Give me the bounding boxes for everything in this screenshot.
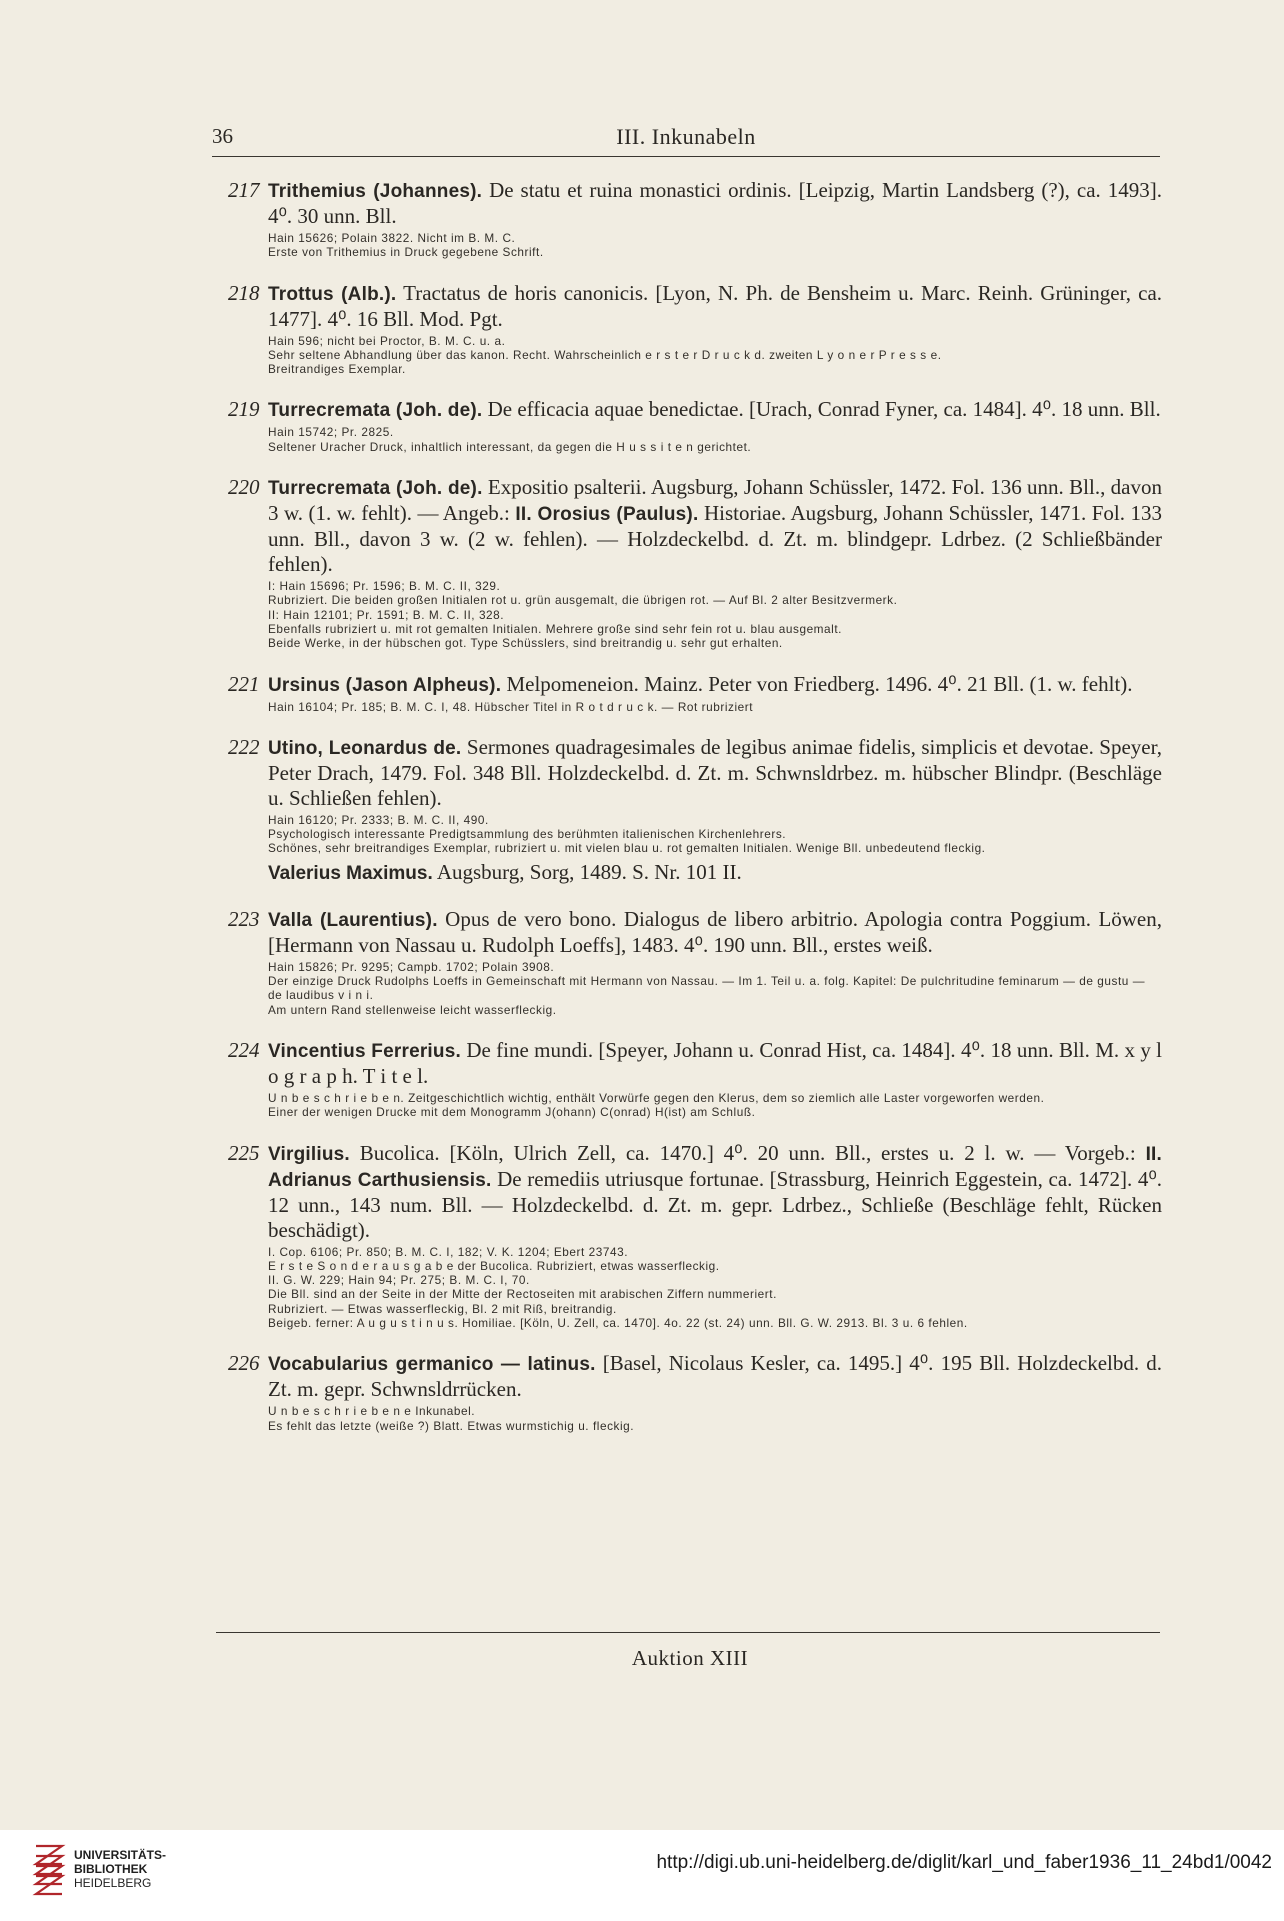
entry-second-author: II. Adrianus Carthusiensis. [268, 1143, 1163, 1191]
entry-note: Hain 15626; Polain 3822. Nicht im B. M. C. [268, 231, 516, 245]
entry-note: Hain 15742; Pr. 2825. [268, 425, 394, 440]
entry-note: Am untern Rand stellenweise leicht wasserfleckig. [268, 1002, 557, 1017]
entry-note: Hain 596; nicht bei Proctor, B. M. C. u. a. [268, 333, 506, 348]
entry-text: Tractatus de horis canonicis. [Lyon, N. Ph. de Bensheim u. Marc. Reinh. Grüninger, ca. 1477]. 4⁰. 16 Bll. Mod. Pgt. [268, 280, 1163, 331]
entry-second-text: De remediis utriusque fortunae. [Strassburg, Heinrich Eggestein, ca. 1472]. 4⁰. 12 unn., 143 num. Bll. — Holzdeckelbd. d. Zt. m. gepr. Ldrbez., Schließe (Beschläge fehlt, Rücken beschädigt). [268, 1166, 1163, 1242]
catalog-entry [212, 907, 1162, 1017]
entry-number: 223 [228, 906, 260, 931]
entry-notes [268, 1404, 1162, 1433]
library-name [74, 1848, 166, 1890]
entry-number: 218 [228, 280, 260, 305]
entry-note: Schönes, sehr breitrandiges Exemplar, rubriziert u. mit vielen blau u. rot gemalten Initialen. Wenige Bll. unbedeutend fleckig. [268, 841, 986, 856]
catalog-entry [212, 397, 1162, 454]
entry-note: Rubriziert. — Etwas wasserfleckig, Bl. 2 mit Riß, breitrandig. [268, 1301, 617, 1316]
entry-number: 226 [228, 1351, 260, 1376]
entry-notes [268, 579, 1162, 650]
library-name-line: BIBLIOTHEK [74, 1862, 148, 1876]
entry-notes [268, 425, 1162, 454]
digitization-footer [0, 1830, 1284, 1921]
entry-note: E r s t e S o n d e r a u s g a b e der Bucolica. Rubriziert, etwas wasserfleckig. [268, 1258, 720, 1273]
entry-note: Beide Werke, in der hübschen got. Type Schüsslers, sind breitrandig u. sehr gut erhalten. [268, 636, 783, 651]
entry-second-text: Historiae. Augsburg, Johann Schüssler, 1471. Fol. 133 unn. Bll., davon 3 w. (2 w. fehlen). — Holzdeckelbd. d. Zt. m. blindgepr. Ldrbez. (2 Schließbänder fehlen). [268, 501, 1162, 577]
catalog-entries [212, 178, 1162, 1454]
entry-notes [268, 813, 1162, 856]
entry-description [268, 1038, 1162, 1089]
entry-note: Hain 16104; Pr. 185; B. M. C. I, 48. Hübscher Titel in R o t d r u c k. — Rot rubriziert [268, 699, 754, 714]
entry-note: I. Cop. 6106; Pr. 850; B. M. C. I, 182; V. K. 1204; Ebert 23743. [268, 1244, 629, 1259]
entry-note: I: Hain 15696; Pr. 1596; B. M. C. II, 329. [268, 579, 501, 594]
entry-text: De fine mundi. [Speyer, Johann u. Conrad Hist, ca. 1484]. 4⁰. 18 unn. Bll. M. x y l o g r a p h. T i t e l. [268, 1037, 1163, 1088]
entry-note: Beigeb. ferner: A u g u s t i n u s. Homiliae. [Köln, U. Zell, ca. 1470]. 4o. 22 (st. 24) unn. Bll. G. W. 2913. Bl. 3 u. 6 fehlen. [268, 1316, 968, 1331]
running-head [212, 124, 1160, 154]
entry-author: Valla (Laurentius). [268, 909, 438, 931]
auction-footer: Auktion XIII [631, 1646, 749, 1670]
logo-strokes [36, 1846, 62, 1894]
section-title: III. Inkunabeln [616, 124, 756, 149]
entry-note: Sehr seltene Abhandlung über das kanon. Recht. Wahrscheinlich e r s t e r D r u c k d. zweiten L y o n e r P r e s s e. [268, 347, 942, 362]
entry-note: Hain 15826; Pr. 9295; Campb. 1702; Polain 3908. [268, 959, 555, 974]
entry-description [268, 281, 1162, 332]
entry-note: Psychologisch interessante Predigtsammlung des berühmten italienischen Kirchenlehrers. [268, 827, 787, 842]
entry-number: 224 [228, 1037, 260, 1062]
entry-author: Turrecremata (Joh. de). [268, 478, 483, 500]
entry-author: Ursinus (Jason Alpheus). [268, 674, 502, 696]
entry-text: De efficacia aquae benedictae. [Urach, Conrad Fyner, ca. 1484]. 4⁰. 18 unn. Bll. [487, 397, 1161, 422]
catalog-entry [212, 1351, 1162, 1433]
entry-note: II: Hain 12101; Pr. 1591; B. M. C. II, 328. [268, 607, 505, 622]
entry-description [268, 1141, 1162, 1243]
library-name-line: HEIDELBERG [74, 1876, 152, 1890]
catalog-entry [212, 281, 1162, 377]
entry-note: Rubriziert. Die beiden großen Initialen rot u. grün ausgemalt, die übrigen rot. — Auf Bl. 2 alter Besitzvermerk. [268, 593, 898, 608]
entry-note: U n b e s c h r i e b e n. Zeitgeschichtlich wichtig, enthält Vorwürfe gegen den Klerus, dem so ziemlich alle Laster vorgeworfen werden. [268, 1090, 1045, 1105]
entry-note: U n b e s c h r i e b e n e Inkunabel. [268, 1404, 476, 1419]
catalog-entry [212, 475, 1162, 650]
entry-description [268, 735, 1162, 811]
entry-author: Vocabularius germanico — latinus. [268, 1354, 596, 1376]
entry-text: Opus de vero bono. Dialogus de libero arbitrio. Apologia contra Poggium. Löwen, [Hermann von Nassau u. Rudolph Loeffs], 1483. 4⁰. 190 unn. Bll., erstes weiß. [268, 906, 1163, 957]
entry-note: Erste von Trithemius in Druck gegebene Schrift. [268, 245, 544, 260]
entry-second-author: II. Orosius (Paulus). [515, 504, 699, 526]
entry-number: 221 [228, 671, 260, 696]
entry-description [268, 475, 1162, 577]
entry-note: Einer der wenigen Drucke mit dem Monogramm J(ohann) C(onrad) H(ist) am Schluß. [268, 1105, 756, 1120]
page-number: 36 [212, 124, 233, 148]
entry-author: Vincentius Ferrerius. [268, 1040, 461, 1062]
entry-notes [268, 334, 1162, 377]
entry-description [268, 397, 1162, 423]
crossref-author: Valerius Maximus. [268, 862, 433, 884]
entry-description [268, 672, 1162, 698]
entry-note: II. G. W. 229; Hain 94; Pr. 275; B. M. C. I, 70. [268, 1273, 530, 1288]
entry-note: Breitrandiges Exemplar. [268, 362, 406, 377]
entry-description [268, 178, 1162, 229]
entry-number: 219 [228, 397, 260, 422]
entry-note: Der einzige Druck Rudolphs Loeffs in Gemeinschaft mit Hermann von Nassau. — Im 1. Teil u. a. folg. Kapitel: De pulchritudine feminarum — de gustu — de laudibus v i n i. [268, 974, 1146, 1003]
entry-description [268, 1351, 1162, 1402]
entry-note: Hain 16120; Pr. 2333; B. M. C. II, 490. [268, 812, 489, 827]
entry-author: Trithemius (Johannes). [268, 181, 483, 202]
entry-text: De statu et ruina monastici ordinis. [Leipzig, Martin Landsberg (?), ca. 1493]. 4⁰. 30 unn. Bll. [268, 178, 1162, 228]
catalog-entry [212, 1038, 1162, 1120]
entry-number: 220 [228, 475, 260, 500]
entry-number: 222 [228, 734, 260, 759]
entry-text: Sermones quadragesimales de legibus animae fidelis, simplicis et devotae. Speyer, Peter Drach, 1479. Fol. 348 Bll. Holzdeckelbd. d. Zt. m. Schwnsldrbez. m. hübscher Blindpr. (Beschläge u. Schließen fehlen). [268, 734, 1163, 810]
source-url-link[interactable]: http://digi.ub.uni-heidelberg.de/diglit/karl_und_faber1936_11_24bd1/0042 [656, 1852, 1272, 1873]
entry-author: Turrecremata (Joh. de). [268, 400, 483, 422]
entry-notes [268, 1245, 1162, 1331]
entry-number: 225 [228, 1140, 260, 1165]
entry-author: Trottus (Alb.). [268, 283, 397, 305]
catalog-entry [212, 1141, 1162, 1331]
header-rule [212, 156, 1160, 157]
library-name-line: UNIVERSITÄTS- [74, 1848, 167, 1862]
entry-note: Ebenfalls rubriziert u. mit rot gemalten Initialen. Mehrere große sind sehr fein rot u. blau ausgemalt. [268, 621, 842, 636]
entry-note: Seltener Uracher Druck, inhaltlich interessant, da gegen die H u s s i t e n gerichtet. [268, 439, 752, 454]
entry-author: Virgilius. [268, 1143, 350, 1165]
entry-note: Die Bll. sind an der Seite in der Mitte der Rectoseiten mit arabischen Ziffern nummeriert. [268, 1287, 777, 1302]
entry-text: Expositio psalterii. Augsburg, Johann Schüssler, 1472. Fol. 136 unn. Bll., davon 3 w. (1. w. fehlt). — Angeb.: [268, 475, 1162, 526]
entry-notes [268, 960, 1162, 1017]
entry-author: Utino, Leonardus de. [268, 737, 462, 759]
entry-notes [268, 700, 1162, 714]
entry-notes [268, 231, 1162, 260]
crossref-text: Augsburg, Sorg, 1489. S. Nr. 101 II. [436, 859, 742, 884]
entry-notes [268, 1091, 1162, 1120]
entry-description [268, 907, 1162, 958]
catalog-entry [212, 178, 1162, 260]
library-logo-icon [32, 1842, 66, 1898]
entry-text: [Basel, Nicolaus Kesler, ca. 1495.] 4⁰. 195 Bll. Holzdeckelbd. d. Zt. m. gepr. Schwnsldrrücken. [268, 1351, 1162, 1402]
catalog-entry [212, 672, 1162, 714]
entry-text: Melpomeneion. Mainz. Peter von Friedberg. 1496. 4⁰. 21 Bll. (1. w. fehlt). [506, 671, 1133, 696]
entry-text: Bucolica. [Köln, Ulrich Zell, ca. 1470.] 4⁰. 20 unn. Bll., erstes u. 2 l. w. — Vorgeb.: [359, 1140, 1136, 1165]
footer-rule [216, 1632, 1160, 1633]
entry-number: 217 [228, 178, 260, 202]
cross-reference [268, 860, 1162, 886]
entry-note: Es fehlt das letzte (weiße ?) Blatt. Etwas wurmstichig u. fleckig. [268, 1418, 635, 1433]
catalog-entry [212, 735, 1162, 886]
